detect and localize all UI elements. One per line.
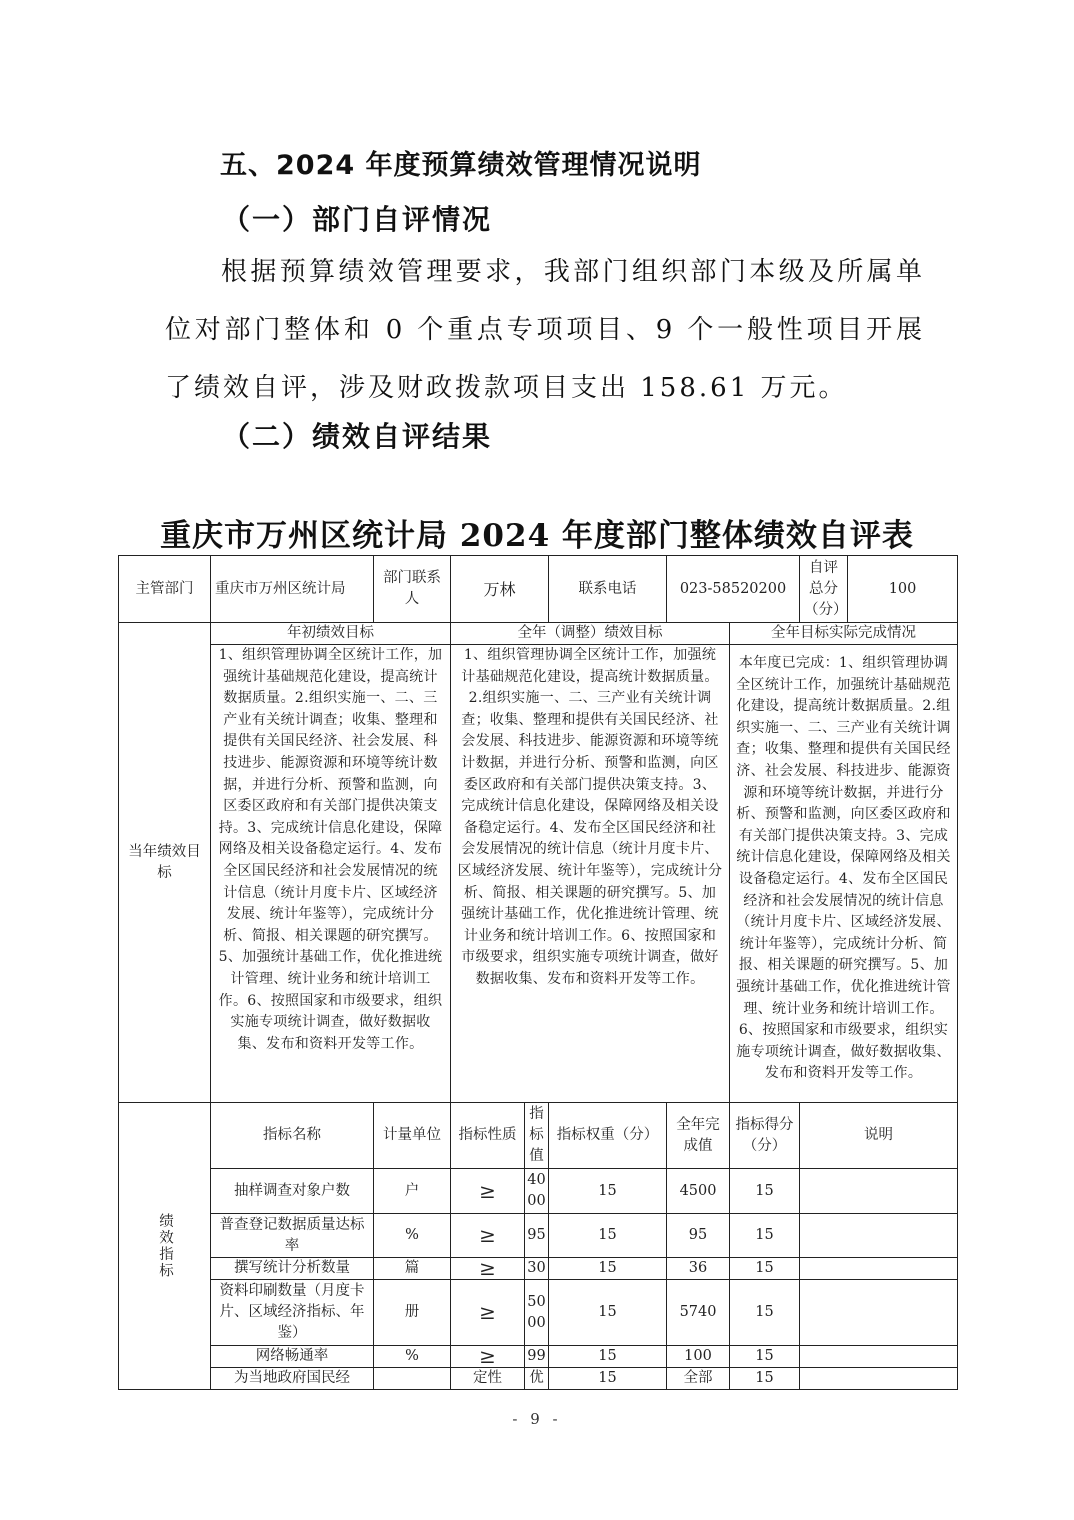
phone-value: 023-58520200: [667, 556, 800, 623]
indicator-score: 15: [730, 1346, 800, 1368]
table-row: [119, 1214, 958, 1258]
indicator-note: [800, 1346, 958, 1368]
intro-paragraph: 根据预算绩效管理要求，我部门组织部门本级及所属单位对部门整体和 0 个重点专项项目、9 个一般性项目开展了绩效自评，涉及财政拨款项目支出 158.61 万元。: [165, 257, 925, 403]
indicator-score: 15: [730, 1280, 800, 1346]
table-row: [119, 1169, 958, 1214]
indicator-name: 网络畅通率: [211, 1346, 374, 1368]
indicator-unit: 册: [374, 1280, 451, 1346]
indicator-nature: 定性: [451, 1368, 525, 1390]
indicator-actual: 36: [667, 1258, 730, 1280]
indicator-nature: ≥: [451, 1346, 525, 1368]
indicator-actual: 5740: [667, 1280, 730, 1346]
contact-value: 万林: [451, 556, 549, 623]
section-heading: 五、2024 年度预算绩效管理情况说明: [220, 150, 702, 181]
indicator-weight: 15: [549, 1258, 667, 1280]
indicator-name: 撰写统计分析数量: [211, 1258, 374, 1280]
col-note: 说明: [800, 1103, 958, 1169]
col-unit: 计量单位: [374, 1103, 451, 1169]
indicator-note: [800, 1368, 958, 1390]
header-info-row: [119, 556, 958, 623]
goals-row-label: 当年绩效目标: [119, 623, 211, 1103]
indicator-target: 5000: [525, 1280, 549, 1346]
indicator-weight: 15: [549, 1280, 667, 1346]
indicator-score: 15: [730, 1214, 800, 1258]
initial-goal-header: 年初绩效目标: [211, 623, 451, 645]
indicator-note: [800, 1214, 958, 1258]
indicator-score: 15: [730, 1258, 800, 1280]
indicator-name: 资料印刷数量（月度卡片、区域经济指标、年鉴）: [211, 1280, 374, 1346]
score-value: 100: [848, 556, 958, 623]
indicator-note: [800, 1169, 958, 1214]
indicator-unit: 篇: [374, 1258, 451, 1280]
indicator-actual: 全部: [667, 1368, 730, 1390]
indicator-score: 15: [730, 1368, 800, 1390]
table-title: 重庆市万州区统计局 2024 年度部门整体绩效自评表: [160, 518, 914, 554]
indicator-note: [800, 1280, 958, 1346]
dept-label: 主管部门: [119, 556, 211, 623]
indicator-unit: %: [374, 1214, 451, 1258]
indicator-unit: [374, 1368, 451, 1390]
col-indicator-name: 指标名称: [211, 1103, 374, 1169]
indicator-header-row: [119, 1103, 958, 1169]
indicator-weight: 15: [549, 1368, 667, 1390]
table-row: [119, 1346, 958, 1368]
indicator-unit: %: [374, 1346, 451, 1368]
indicator-weight: 15: [549, 1169, 667, 1214]
table-row: [119, 1368, 958, 1390]
col-actual: 全年完成值: [667, 1103, 730, 1169]
indicator-target: 优: [525, 1368, 549, 1390]
goals-content-row: [119, 645, 958, 1103]
indicator-nature: ≥: [451, 1214, 525, 1258]
indicator-actual: 95: [667, 1214, 730, 1258]
performance-evaluation-table: [118, 555, 958, 1390]
adjusted-goal-header: 全年（调整）绩效目标: [451, 623, 730, 645]
indicator-unit: 户: [374, 1169, 451, 1214]
col-weight: 指标权重（分）: [549, 1103, 667, 1169]
indicator-nature: ≥: [451, 1169, 525, 1214]
table-row: [119, 1280, 958, 1346]
indicator-nature: ≥: [451, 1258, 525, 1280]
sub-heading-results: （二）绩效自评结果: [222, 420, 493, 453]
indicator-target: 4000: [525, 1169, 549, 1214]
actual-completion-text: 本年度已完成：1、组织管理协调全区统计工作，加强统计基础规范化建设，提高统计数据质量。2.组织实施一、二、三产业有关统计调查；收集、整理和提供有关国民经济、社会发展、科技进步、能源资源和环境等统计数据，并进行分析、预警和监测，向区委区政府和有关部门提供决策支持。3、完成统计信息化建设，保障网络及相关设备稳定运行。4、发布全区国民经济和社会发展情况的统计信息（统计月度卡片、区域经济发展、统计年鉴等），完成统计分析、简报、相关课题的研究撰写。5、加强统计基础工作，优化推进统计管理、统计业务和统计培训工作。6、按照国家和市级要求，组织实施专项统计调查，做好数据收集、发布和资料开发等工作。: [730, 645, 958, 1103]
indicator-target: 30: [525, 1258, 549, 1280]
sub-heading-self-evaluation: （一）部门自评情况: [222, 203, 493, 236]
score-label: 自评总分（分）: [800, 556, 848, 623]
adjusted-goal-text: 1、组织管理协调全区统计工作，加强统计基础规范化建设，提高统计数据质量。2.组织实施一、二、三产业有关统计调查；收集、整理和提供有关国民经济、社会发展、科技进步、能源资源和环境等统计数据，并进行分析、预警和监测，向区委区政府和有关部门提供决策支持。3、完成统计信息化建设，保障网络及相关设备稳定运行。4、发布全区国民经济和社会发展情况的统计信息（统计月度卡片、区域经济发展、统计年鉴等），完成统计分析、简报、相关课题的研究撰写。5、加强统计基础工作，优化推进统计管理、统计业务和统计培训工作。6、按照国家和市级要求，组织实施专项统计调查，做好数据收集、发布和资料开发等工作。: [451, 645, 730, 1103]
table-row: [119, 1258, 958, 1280]
indicator-note: [800, 1258, 958, 1280]
indicator-actual: 4500: [667, 1169, 730, 1214]
contact-label: 部门联系人: [374, 556, 451, 623]
indicators-row-label: 绩效指标: [119, 1103, 211, 1390]
initial-goal-text: 1、组织管理协调全区统计工作，加强统计基础规范化建设，提高统计数据质量。2.组织实施一、二、三产业有关统计调查；收集、整理和提供有关国民经济、社会发展、科技进步、能源资源和环境等统计数据，并进行分析、预警和监测，向区委区政府和有关部门提供决策支持。3、完成统计信息化建设，保障网络及相关设备稳定运行。4、发布全区国民经济和社会发展情况的统计信息（统计月度卡片、区域经济发展、统计年鉴等），完成统计分析、简报、相关课题的研究撰写。5、加强统计基础工作，优化推进统计管理、统计业务和统计培训工作。6、按照国家和市级要求，组织实施专项统计调查，做好数据收集、发布和资料开发等工作。: [211, 645, 451, 1103]
indicator-weight: 15: [549, 1346, 667, 1368]
dept-value: 重庆市万州区统计局: [211, 556, 374, 623]
indicator-target: 95: [525, 1214, 549, 1258]
col-target: 指标值: [525, 1103, 549, 1169]
indicator-nature: ≥: [451, 1280, 525, 1346]
indicator-name: 为当地政府国民经: [211, 1368, 374, 1390]
col-score: 指标得分（分）: [730, 1103, 800, 1169]
phone-label: 联系电话: [549, 556, 667, 623]
indicator-weight: 15: [549, 1214, 667, 1258]
page-number: - 9 -: [512, 1410, 562, 1428]
indicator-name: 普查登记数据质量达标率: [211, 1214, 374, 1258]
indicator-actual: 100: [667, 1346, 730, 1368]
col-nature: 指标性质: [451, 1103, 525, 1169]
indicator-target: 99: [525, 1346, 549, 1368]
indicator-score: 15: [730, 1169, 800, 1214]
indicator-name: 抽样调查对象户数: [211, 1169, 374, 1214]
actual-completion-header: 全年目标实际完成情况: [730, 623, 958, 645]
goals-header-row: [119, 623, 958, 645]
